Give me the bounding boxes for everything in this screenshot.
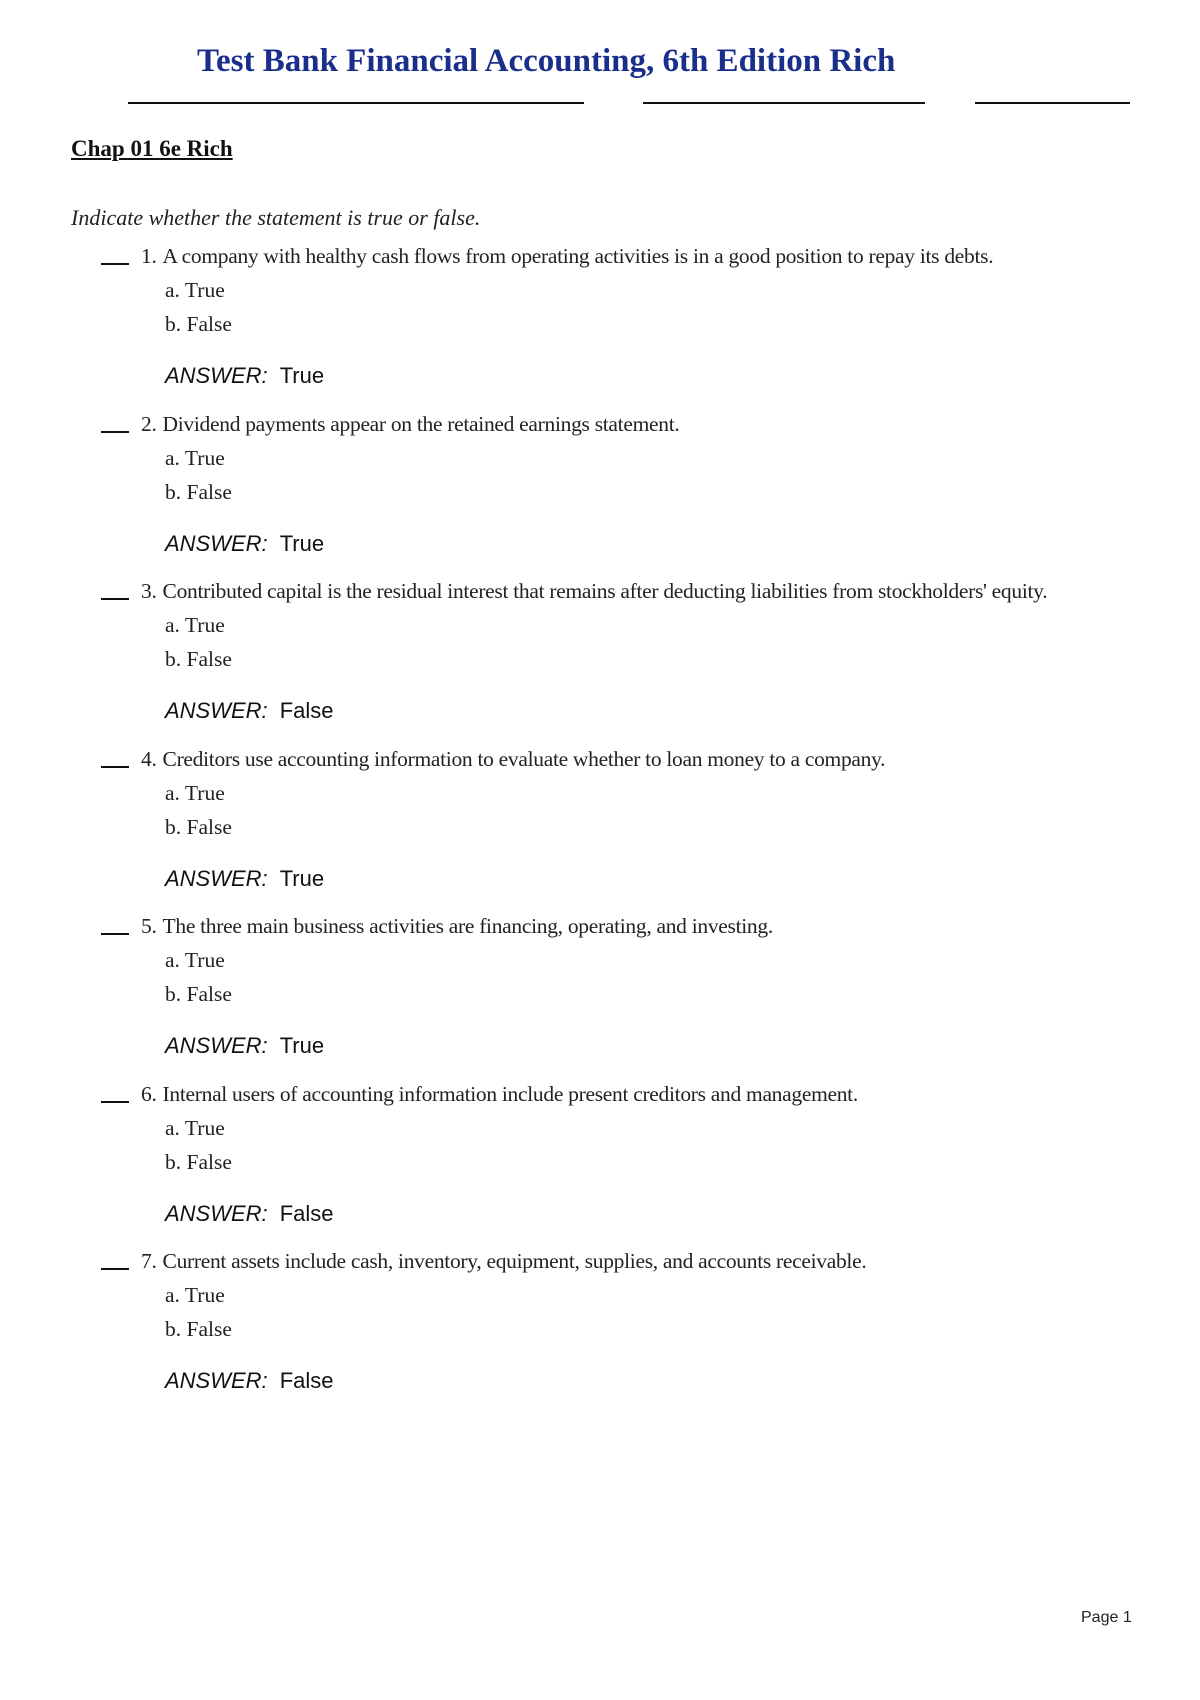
- answer-label: ANSWER:: [165, 698, 268, 723]
- question-statement: [141, 576, 1047, 606]
- choice-true: a. True: [165, 780, 225, 805]
- answer-line: [165, 696, 333, 726]
- answer-value: True: [279, 1033, 325, 1058]
- question-item: [0, 911, 1200, 1079]
- answer-blank: [101, 598, 129, 600]
- question-item: [0, 409, 1200, 577]
- answer-line: [165, 361, 324, 391]
- chapter-heading: Chap 01 6e Rich: [71, 136, 233, 161]
- question-text: Creditors use accounting information to evaluate whether to loan money to a company.: [162, 746, 886, 771]
- question-text: Current assets include cash, inventory, equipment, supplies, and accounts receivable.: [162, 1249, 867, 1273]
- header-rule: [128, 102, 584, 104]
- answer-value: True: [279, 865, 325, 891]
- question-item: [0, 744, 1200, 912]
- answer-label: ANSWER:: [165, 865, 268, 891]
- question-number: 4.: [141, 746, 157, 771]
- question-text: Dividend payments appear on the retained earnings statement.: [162, 411, 680, 436]
- question-statement: [141, 241, 993, 271]
- choice-false: b. False: [165, 1317, 232, 1341]
- answer-line: [165, 1031, 324, 1061]
- answer-blank: [101, 933, 129, 935]
- choice-true: a. True: [165, 948, 225, 972]
- answer-blank: [101, 431, 129, 433]
- answer-blank: [101, 766, 129, 768]
- question-number: 2.: [141, 411, 157, 436]
- answer-line: [165, 864, 324, 894]
- question-item: [0, 1246, 1200, 1414]
- answer-line: [165, 1199, 333, 1229]
- question-list: [0, 241, 1200, 1414]
- answer-value: True: [279, 530, 325, 556]
- choice-false: b. False: [165, 814, 232, 839]
- page-number: Page 1: [1081, 1609, 1132, 1626]
- choice-true: a. True: [165, 1283, 225, 1307]
- question-text: Contributed capital is the residual interest that remains after deducting liabilities from stockholders' equity.: [162, 579, 1048, 603]
- choice-false: b. False: [165, 312, 232, 336]
- answer-line: [165, 1366, 333, 1396]
- answer-blank: [101, 263, 129, 265]
- page-header: [0, 0, 1200, 120]
- question-item: [0, 576, 1200, 744]
- header-rule: [643, 102, 925, 104]
- question-statement: [141, 1079, 858, 1109]
- answer-line: [165, 529, 324, 559]
- choice-true: a. True: [165, 445, 225, 470]
- question-text: A company with healthy cash flows from operating activities is in a good position to repay its debts.: [162, 244, 994, 268]
- answer-label: ANSWER:: [165, 1200, 268, 1226]
- answer-value: True: [279, 363, 325, 388]
- answer-value: False: [279, 1200, 334, 1226]
- question-statement: [141, 1246, 866, 1276]
- answer-label: ANSWER:: [165, 530, 268, 556]
- answer-value: False: [279, 698, 334, 723]
- document-title: Test Bank Financial Accounting, 6th Edition Rich: [197, 43, 896, 79]
- question-number: 3.: [141, 579, 157, 603]
- instructions: Indicate whether the statement is true or false.: [71, 205, 481, 230]
- header-rule: [975, 102, 1130, 104]
- question-text: Internal users of accounting information include present creditors and management.: [162, 1081, 858, 1106]
- question-number: 1.: [141, 244, 157, 268]
- choice-true: a. True: [165, 1115, 225, 1140]
- choice-false: b. False: [165, 1149, 232, 1174]
- question-statement: [141, 744, 885, 774]
- question-item: [0, 241, 1200, 409]
- question-statement: [141, 409, 679, 439]
- answer-label: ANSWER:: [165, 363, 268, 388]
- question-number: 5.: [141, 914, 157, 938]
- answer-blank: [101, 1101, 129, 1103]
- answer-value: False: [279, 1368, 334, 1393]
- answer-label: ANSWER:: [165, 1368, 268, 1393]
- choice-false: b. False: [165, 479, 232, 504]
- question-number: 7.: [141, 1249, 157, 1273]
- choice-true: a. True: [165, 613, 225, 637]
- answer-label: ANSWER:: [165, 1033, 268, 1058]
- choice-false: b. False: [165, 982, 232, 1006]
- choice-false: b. False: [165, 647, 232, 671]
- question-item: [0, 1079, 1200, 1247]
- question-text: The three main business activities are financing, operating, and investing.: [162, 914, 773, 938]
- answer-blank: [101, 1268, 129, 1270]
- choice-true: a. True: [165, 278, 225, 302]
- question-number: 6.: [141, 1081, 157, 1106]
- question-statement: [141, 911, 773, 941]
